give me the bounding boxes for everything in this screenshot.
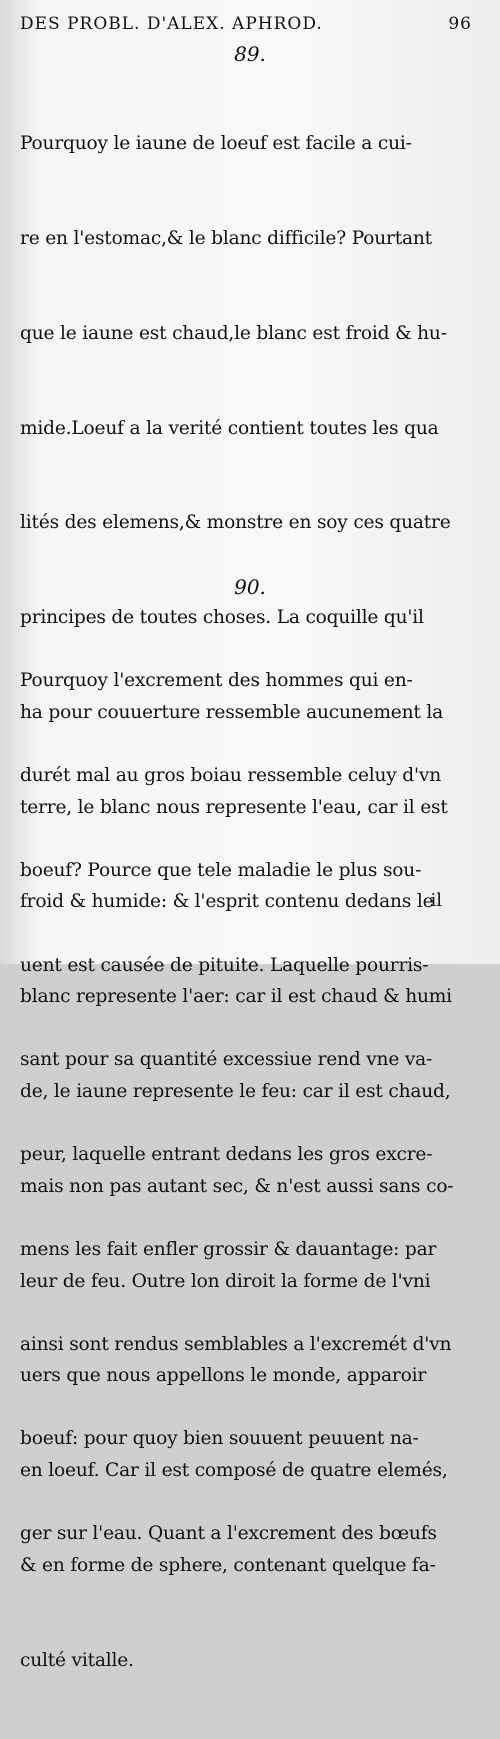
- text-line: mens les fait enfler grossir & dauantage: par: [20, 1238, 437, 1260]
- text-line: principes de toutes choses. La coquille qu'il: [20, 607, 424, 629]
- text-line: sant pour sa quantité excessiue rend vne va-: [20, 1049, 433, 1071]
- text-line: uers que nous appellons le monde, apparoir: [20, 1365, 427, 1387]
- text-line: en loeuf. Car il est composé de quatre elemés,: [20, 1460, 448, 1482]
- text-line: mide.Loeuf a la verité contient toutes les qua: [20, 417, 439, 439]
- text-line: re en l'estomac,& le blanc difficile? Pourtant: [20, 227, 432, 249]
- text-line: froid & humide: & l'esprit contenu dedans le: [20, 891, 434, 913]
- text-line: & en forme de sphere, contenant quelque fa-: [20, 1554, 436, 1576]
- text-line: boeuf? Pource que tele maladie le plus sou-: [20, 859, 422, 881]
- text-line: de, le iaune represente le feu: car il est chaud,: [20, 1081, 451, 1102]
- text-line: Pourquoy le iaune de loeuf est facile a cui-: [20, 133, 412, 155]
- catchword: il: [430, 890, 442, 911]
- text-line: terre, le blanc nous represente l'eau, car il est: [20, 796, 448, 818]
- text-line: culté vitalle.: [20, 1649, 134, 1671]
- text-line: uent est causée de pituite. Laquelle pourris-: [20, 954, 429, 976]
- text-line: peur, laquelle entrant dedans les gros excre-: [20, 1144, 433, 1166]
- text-line: lités des elemens,& monstre en soy ces quatre: [20, 512, 451, 534]
- section-number: 89.: [234, 42, 266, 66]
- page-number: 96: [448, 14, 472, 34]
- section-90-text: [20, 602, 454, 1613]
- text-line: leur de feu. Outre lon diroit la forme de l'vni: [20, 1270, 431, 1292]
- section-number: 90.: [234, 575, 266, 599]
- text-line: ainsi sont rendus semblables a l'excremét d'vn: [20, 1333, 452, 1355]
- text-line: Pourquoy l'excrement des hommes qui en-: [20, 670, 413, 692]
- text-line: boeuf: pour quoy bien souuent peuuent na-: [20, 1428, 419, 1450]
- running-head: [20, 14, 472, 42]
- text-line: durét mal au gros boiau ressemble celuy d'vn: [20, 764, 441, 786]
- text-line: ger sur l'eau. Quant a l'excrement des bœufs: [20, 1523, 437, 1545]
- text-line: que le iaune est chaud,le blanc est froid & hu-: [20, 322, 447, 344]
- text-line: mais non pas autant sec, & n'est aussi sans co-: [20, 1175, 454, 1197]
- running-title: DES PROBL. D'ALEX. APHROD.: [20, 14, 323, 34]
- text-line: ha pour couuerture ressemble aucunement la: [20, 701, 443, 723]
- text-line: blanc represente l'aer: car il est chaud & humi: [20, 986, 452, 1008]
